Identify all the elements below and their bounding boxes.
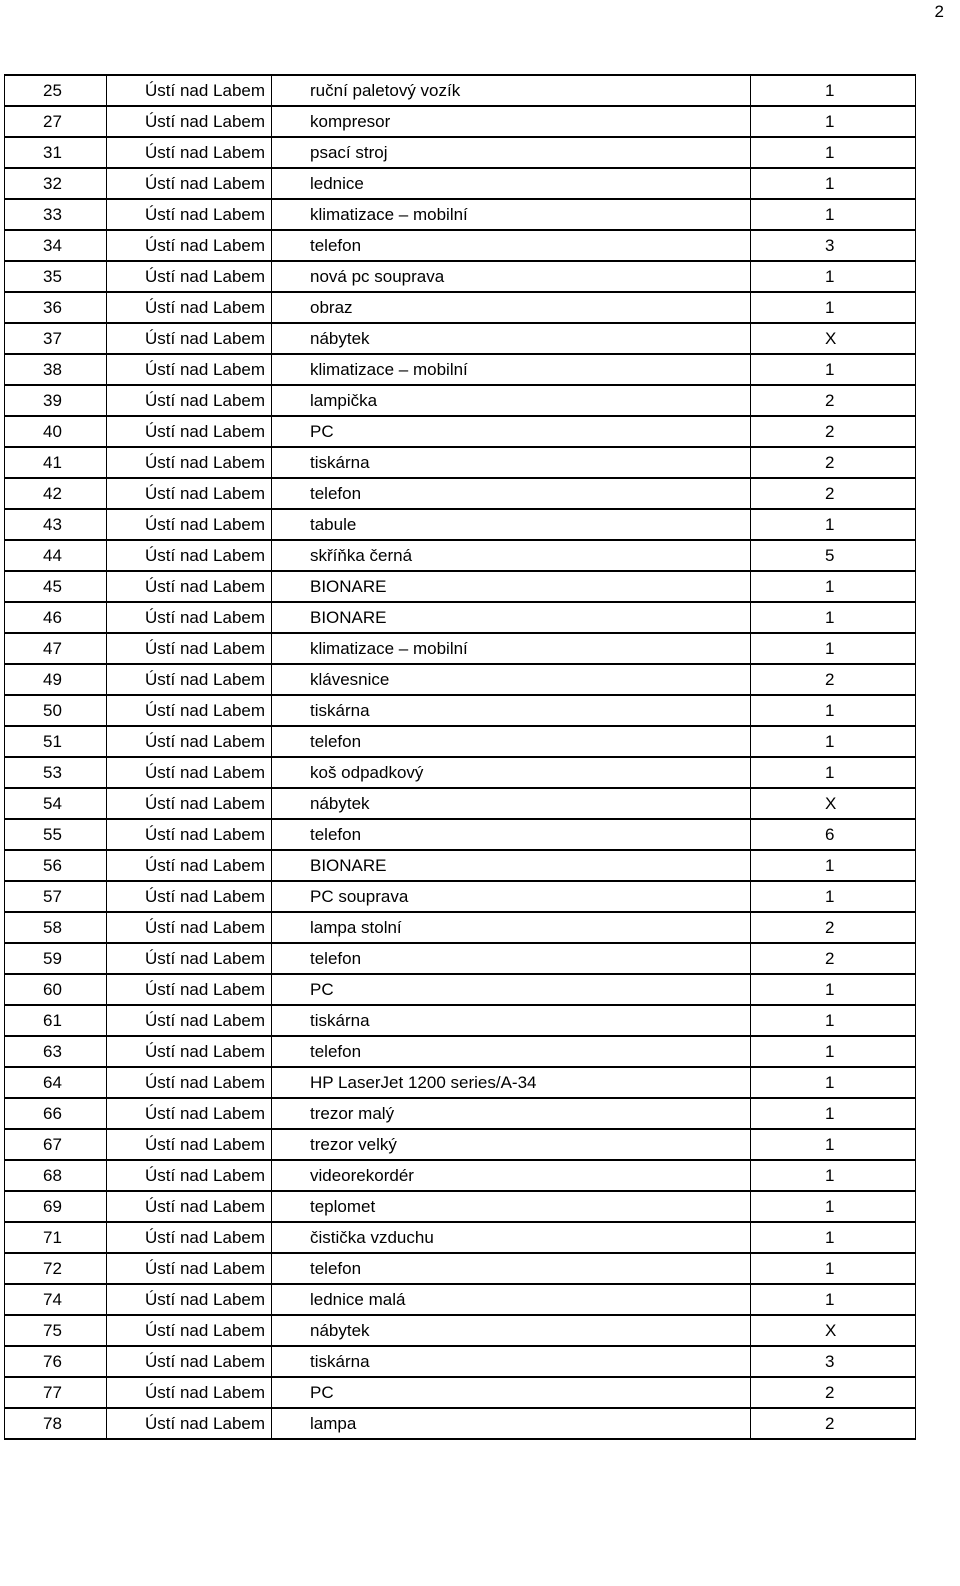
cell-city: Ústí nad Labem: [107, 664, 272, 695]
cell-quantity: 2: [751, 1408, 916, 1439]
cell-id: 54: [5, 788, 107, 819]
cell-id: 74: [5, 1284, 107, 1315]
table-row: [5, 478, 916, 509]
cell-item: psací stroj: [272, 137, 751, 168]
table-row: [5, 1160, 916, 1191]
cell-item: tiskárna: [272, 447, 751, 478]
cell-item: telefon: [272, 478, 751, 509]
cell-quantity: 3: [751, 1346, 916, 1377]
page-number: 2: [934, 2, 944, 21]
table-row: [5, 75, 916, 106]
cell-quantity: 1: [751, 1036, 916, 1067]
table-row: [5, 1346, 916, 1377]
cell-quantity: 1: [751, 1191, 916, 1222]
cell-id: 32: [5, 168, 107, 199]
inventory-table-body: [5, 75, 916, 1439]
cell-city: Ústí nad Labem: [107, 1253, 272, 1284]
cell-id: 61: [5, 1005, 107, 1036]
table-row: [5, 633, 916, 664]
cell-item: nábytek: [272, 1315, 751, 1346]
cell-item: lednice malá: [272, 1284, 751, 1315]
cell-quantity: 1: [751, 633, 916, 664]
table-row: [5, 354, 916, 385]
table-row: [5, 1036, 916, 1067]
cell-id: 45: [5, 571, 107, 602]
table-row: [5, 509, 916, 540]
cell-quantity: 1: [751, 1253, 916, 1284]
cell-quantity: 2: [751, 447, 916, 478]
cell-id: 38: [5, 354, 107, 385]
cell-item: lampička: [272, 385, 751, 416]
cell-city: Ústí nad Labem: [107, 75, 272, 106]
cell-id: 68: [5, 1160, 107, 1191]
cell-quantity: 5: [751, 540, 916, 571]
table-row: [5, 1377, 916, 1408]
table-row: [5, 695, 916, 726]
cell-quantity: 2: [751, 385, 916, 416]
cell-item: PC: [272, 1377, 751, 1408]
table-row: [5, 1191, 916, 1222]
cell-id: 36: [5, 292, 107, 323]
cell-city: Ústí nad Labem: [107, 757, 272, 788]
table-row: [5, 447, 916, 478]
table-row: [5, 1253, 916, 1284]
cell-id: 34: [5, 230, 107, 261]
cell-city: Ústí nad Labem: [107, 137, 272, 168]
cell-city: Ústí nad Labem: [107, 1098, 272, 1129]
inventory-table: [4, 74, 916, 1440]
cell-item: trezor malý: [272, 1098, 751, 1129]
cell-city: Ústí nad Labem: [107, 1005, 272, 1036]
cell-quantity: 2: [751, 1377, 916, 1408]
cell-quantity: 1: [751, 168, 916, 199]
table-row: [5, 292, 916, 323]
cell-item: telefon: [272, 819, 751, 850]
cell-quantity: 6: [751, 819, 916, 850]
cell-city: Ústí nad Labem: [107, 912, 272, 943]
cell-city: Ústí nad Labem: [107, 1160, 272, 1191]
cell-item: lednice: [272, 168, 751, 199]
cell-city: Ústí nad Labem: [107, 199, 272, 230]
cell-id: 76: [5, 1346, 107, 1377]
cell-quantity: 2: [751, 416, 916, 447]
cell-city: Ústí nad Labem: [107, 1377, 272, 1408]
cell-quantity: 1: [751, 695, 916, 726]
cell-id: 77: [5, 1377, 107, 1408]
cell-city: Ústí nad Labem: [107, 1222, 272, 1253]
cell-quantity: 1: [751, 261, 916, 292]
cell-city: Ústí nad Labem: [107, 106, 272, 137]
cell-quantity: 2: [751, 943, 916, 974]
cell-id: 53: [5, 757, 107, 788]
cell-id: 35: [5, 261, 107, 292]
table-row: [5, 1067, 916, 1098]
cell-city: Ústí nad Labem: [107, 261, 272, 292]
table-row: [5, 1005, 916, 1036]
cell-quantity: 1: [751, 850, 916, 881]
table-row: [5, 416, 916, 447]
cell-id: 27: [5, 106, 107, 137]
cell-item: PC souprava: [272, 881, 751, 912]
cell-id: 67: [5, 1129, 107, 1160]
cell-id: 39: [5, 385, 107, 416]
cell-item: kompresor: [272, 106, 751, 137]
table-row: [5, 540, 916, 571]
cell-city: Ústí nad Labem: [107, 602, 272, 633]
cell-city: Ústí nad Labem: [107, 1315, 272, 1346]
cell-quantity: 1: [751, 1284, 916, 1315]
cell-quantity: 1: [751, 602, 916, 633]
cell-id: 31: [5, 137, 107, 168]
cell-quantity: 1: [751, 137, 916, 168]
cell-quantity: 1: [751, 199, 916, 230]
cell-item: videorekordér: [272, 1160, 751, 1191]
cell-item: tiskárna: [272, 695, 751, 726]
table-row: [5, 881, 916, 912]
table-row: [5, 1222, 916, 1253]
cell-quantity: 2: [751, 664, 916, 695]
table-row: [5, 819, 916, 850]
table-row: [5, 912, 916, 943]
cell-city: Ústí nad Labem: [107, 509, 272, 540]
cell-id: 51: [5, 726, 107, 757]
table-row: [5, 168, 916, 199]
cell-id: 57: [5, 881, 107, 912]
cell-id: 71: [5, 1222, 107, 1253]
cell-id: 25: [5, 75, 107, 106]
cell-city: Ústí nad Labem: [107, 881, 272, 912]
cell-city: Ústí nad Labem: [107, 1408, 272, 1439]
cell-city: Ústí nad Labem: [107, 354, 272, 385]
cell-item: obraz: [272, 292, 751, 323]
cell-city: Ústí nad Labem: [107, 447, 272, 478]
cell-item: klávesnice: [272, 664, 751, 695]
cell-quantity: X: [751, 323, 916, 354]
cell-item: tiskárna: [272, 1005, 751, 1036]
cell-id: 47: [5, 633, 107, 664]
cell-item: nová pc souprava: [272, 261, 751, 292]
cell-id: 58: [5, 912, 107, 943]
cell-city: Ústí nad Labem: [107, 726, 272, 757]
cell-quantity: 1: [751, 757, 916, 788]
cell-id: 78: [5, 1408, 107, 1439]
cell-quantity: 1: [751, 974, 916, 1005]
cell-item: trezor velký: [272, 1129, 751, 1160]
cell-city: Ústí nad Labem: [107, 1129, 272, 1160]
cell-city: Ústí nad Labem: [107, 974, 272, 1005]
cell-id: 40: [5, 416, 107, 447]
table-row: [5, 788, 916, 819]
cell-city: Ústí nad Labem: [107, 385, 272, 416]
cell-id: 63: [5, 1036, 107, 1067]
cell-item: skříňka černá: [272, 540, 751, 571]
cell-quantity: 1: [751, 1160, 916, 1191]
table-row: [5, 323, 916, 354]
cell-city: Ústí nad Labem: [107, 1284, 272, 1315]
cell-city: Ústí nad Labem: [107, 819, 272, 850]
cell-item: BIONARE: [272, 602, 751, 633]
cell-city: Ústí nad Labem: [107, 292, 272, 323]
cell-item: lampa: [272, 1408, 751, 1439]
cell-city: Ústí nad Labem: [107, 1036, 272, 1067]
cell-item: koš odpadkový: [272, 757, 751, 788]
cell-id: 69: [5, 1191, 107, 1222]
cell-item: telefon: [272, 1036, 751, 1067]
cell-city: Ústí nad Labem: [107, 943, 272, 974]
cell-item: telefon: [272, 726, 751, 757]
cell-quantity: 1: [751, 1222, 916, 1253]
cell-city: Ústí nad Labem: [107, 1191, 272, 1222]
cell-item: klimatizace – mobilní: [272, 199, 751, 230]
table-row: [5, 974, 916, 1005]
cell-item: BIONARE: [272, 850, 751, 881]
table-row: [5, 137, 916, 168]
cell-item: nábytek: [272, 788, 751, 819]
cell-quantity: 1: [751, 1098, 916, 1129]
cell-quantity: 1: [751, 292, 916, 323]
table-row: [5, 664, 916, 695]
cell-quantity: 1: [751, 726, 916, 757]
cell-city: Ústí nad Labem: [107, 788, 272, 819]
cell-id: 56: [5, 850, 107, 881]
cell-city: Ústí nad Labem: [107, 478, 272, 509]
cell-item: nábytek: [272, 323, 751, 354]
table-row: [5, 850, 916, 881]
table-row: [5, 602, 916, 633]
table-row: [5, 1284, 916, 1315]
cell-city: Ústí nad Labem: [107, 1346, 272, 1377]
cell-item: telefon: [272, 1253, 751, 1284]
cell-id: 46: [5, 602, 107, 633]
cell-city: Ústí nad Labem: [107, 633, 272, 664]
table-row: [5, 571, 916, 602]
cell-quantity: 1: [751, 354, 916, 385]
table-row: [5, 199, 916, 230]
cell-id: 59: [5, 943, 107, 974]
cell-item: klimatizace – mobilní: [272, 633, 751, 664]
cell-city: Ústí nad Labem: [107, 416, 272, 447]
cell-item: telefon: [272, 943, 751, 974]
cell-city: Ústí nad Labem: [107, 850, 272, 881]
cell-quantity: 2: [751, 478, 916, 509]
table-row: [5, 1129, 916, 1160]
cell-id: 72: [5, 1253, 107, 1284]
table-row: [5, 261, 916, 292]
cell-city: Ústí nad Labem: [107, 323, 272, 354]
table-row: [5, 757, 916, 788]
cell-item: ruční paletový vozík: [272, 75, 751, 106]
cell-id: 64: [5, 1067, 107, 1098]
cell-quantity: 3: [751, 230, 916, 261]
cell-id: 55: [5, 819, 107, 850]
cell-item: BIONARE: [272, 571, 751, 602]
cell-item: PC: [272, 974, 751, 1005]
table-row: [5, 943, 916, 974]
cell-quantity: 1: [751, 1067, 916, 1098]
cell-item: telefon: [272, 230, 751, 261]
cell-id: 43: [5, 509, 107, 540]
cell-id: 75: [5, 1315, 107, 1346]
cell-city: Ústí nad Labem: [107, 540, 272, 571]
table-row: [5, 106, 916, 137]
cell-quantity: 1: [751, 75, 916, 106]
cell-item: klimatizace – mobilní: [272, 354, 751, 385]
cell-item: HP LaserJet 1200 series/A-34: [272, 1067, 751, 1098]
table-row: [5, 385, 916, 416]
cell-quantity: 1: [751, 881, 916, 912]
table-row: [5, 726, 916, 757]
cell-id: 33: [5, 199, 107, 230]
cell-quantity: 1: [751, 571, 916, 602]
cell-id: 49: [5, 664, 107, 695]
cell-city: Ústí nad Labem: [107, 168, 272, 199]
cell-id: 60: [5, 974, 107, 1005]
cell-city: Ústí nad Labem: [107, 695, 272, 726]
cell-id: 37: [5, 323, 107, 354]
cell-item: teplomet: [272, 1191, 751, 1222]
cell-quantity: 1: [751, 1129, 916, 1160]
cell-item: čistička vzduchu: [272, 1222, 751, 1253]
cell-item: tabule: [272, 509, 751, 540]
cell-item: PC: [272, 416, 751, 447]
table-row: [5, 1315, 916, 1346]
cell-quantity: X: [751, 788, 916, 819]
table-row: [5, 1098, 916, 1129]
cell-id: 41: [5, 447, 107, 478]
cell-id: 66: [5, 1098, 107, 1129]
cell-city: Ústí nad Labem: [107, 230, 272, 261]
table-row: [5, 1408, 916, 1439]
cell-item: lampa stolní: [272, 912, 751, 943]
cell-item: tiskárna: [272, 1346, 751, 1377]
cell-id: 50: [5, 695, 107, 726]
table-row: [5, 230, 916, 261]
cell-city: Ústí nad Labem: [107, 1067, 272, 1098]
cell-city: Ústí nad Labem: [107, 571, 272, 602]
cell-quantity: 1: [751, 509, 916, 540]
cell-quantity: 2: [751, 912, 916, 943]
cell-quantity: 1: [751, 106, 916, 137]
cell-id: 44: [5, 540, 107, 571]
cell-quantity: X: [751, 1315, 916, 1346]
cell-quantity: 1: [751, 1005, 916, 1036]
cell-id: 42: [5, 478, 107, 509]
